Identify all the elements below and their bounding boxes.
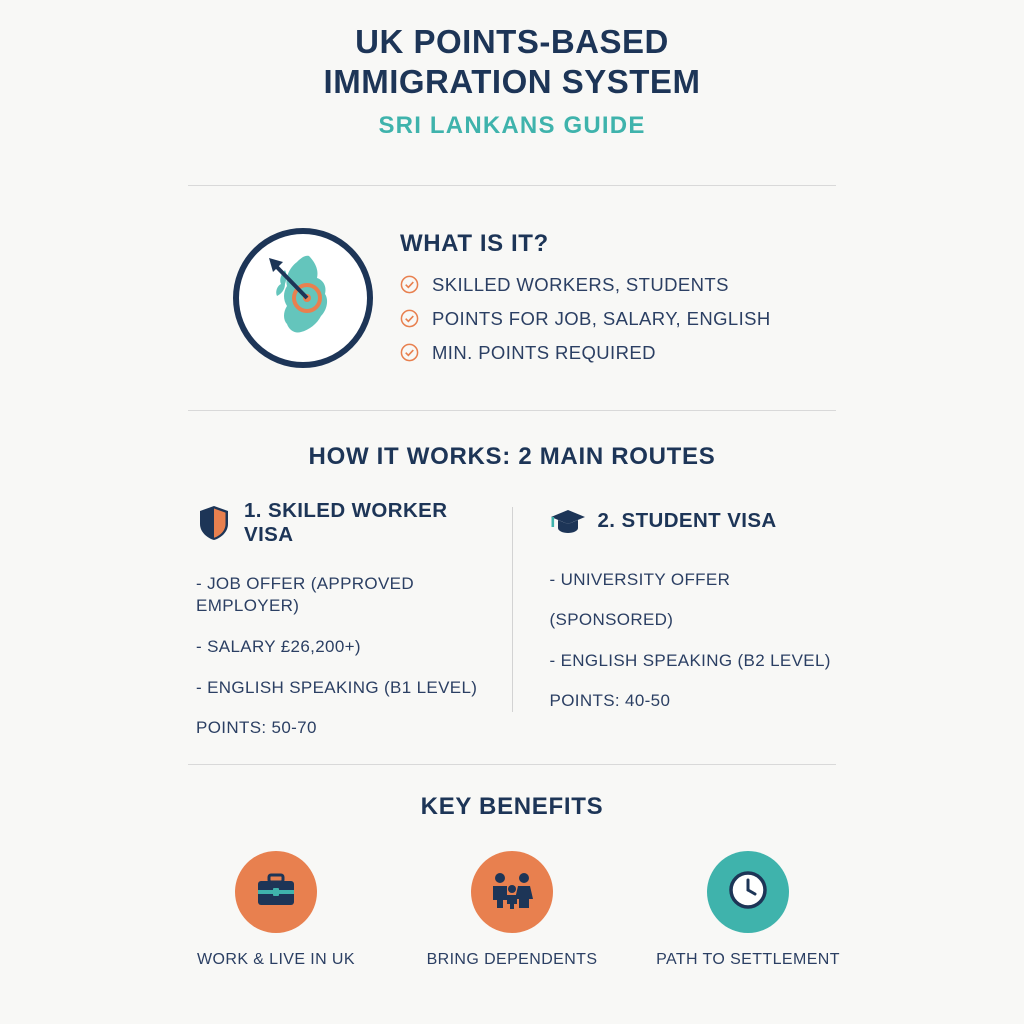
what-is-it-text [378,224,771,376]
route-item: - UNIVERSITY OFFER [549,569,731,589]
what-is-it-section [228,186,1024,376]
list-item [400,342,771,364]
route-item: - JOB OFFER (APPROVED EMPLOYER) [196,573,414,616]
routes-vertical-divider [512,507,513,712]
page-title-line-2: IMMIGRATION SYSTEM [323,63,701,101]
check-circle-icon [400,309,419,328]
route-list [550,569,840,712]
route-points: POINTS: 50-70 [196,718,317,738]
briefcase-icon [254,871,298,914]
route-title: 1. SKILED WORKER VISA [244,498,448,546]
family-icon [488,870,536,915]
how-it-works-heading: HOW IT WORKS: 2 MAIN ROUTES [308,442,716,470]
benefit-settlement [650,851,846,969]
routes-container [0,499,1024,739]
divider-middle [188,410,836,411]
benefit-dependents [414,851,610,969]
bullet-label: POINTS FOR JOB, SALARY, ENGLISH [432,307,771,329]
bullet-label: SKILLED WORKERS, STUDENTS [432,273,729,295]
benefit-label: WORK & LIVE IN UK [197,951,355,969]
clock-icon [726,868,770,917]
route-item: (SPONSORED) [549,610,674,630]
list-item [400,308,771,330]
list-item [400,274,771,296]
divider-bottom [188,764,836,765]
uk-map-target-svg [239,234,367,362]
benefit-work-live [178,851,374,969]
what-is-it-heading: WHAT IS IT? [400,229,549,257]
badge-wrapper [228,224,378,368]
route-list [196,573,486,739]
check-circle-icon [400,343,419,362]
route-student [512,499,840,739]
route-header [196,499,486,547]
benefit-icon-circle [707,851,789,933]
graduation-cap-icon [550,502,586,540]
benefits-container [0,851,1024,969]
shield-icon [196,504,232,542]
header [0,0,1024,140]
route-item: - ENGLISH SPEAKING (B2 LEVEL) [549,651,831,671]
route-title: 2. STUDENT VISA [597,508,777,532]
key-benefits-heading: KEY BENEFITS [420,793,604,821]
route-points: POINTS: 40-50 [549,691,671,711]
route-skilled-worker [196,499,512,739]
benefit-label: BRING DEPENDENTS [426,951,598,969]
benefit-label: PATH TO SETTLEMENT [656,951,840,969]
route-item: - SALARY £26,200+) [196,637,361,657]
page-title-line-1: UK POINTS-BASED [355,23,669,60]
benefit-icon-circle [471,851,553,933]
benefit-icon-circle [235,851,317,933]
bullet-label: MIN. POINTS REQUIRED [432,341,656,363]
page-subtitle: SRI LANKANS GUIDE [378,111,646,139]
uk-map-target-icon [233,228,373,368]
route-item: - ENGLISH SPEAKING (B1 LEVEL) [196,678,478,698]
route-header [550,499,840,543]
check-circle-icon [400,275,419,294]
